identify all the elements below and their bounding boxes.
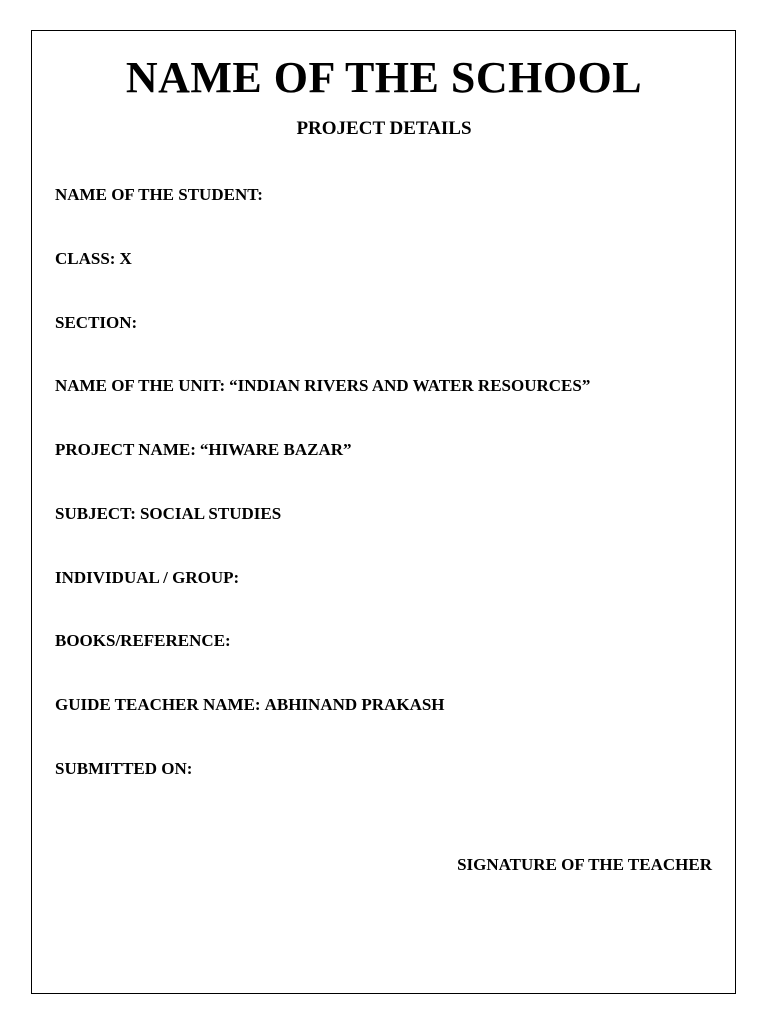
- field-label: SUBMITTED ON:: [55, 759, 193, 778]
- field-value: X: [119, 249, 132, 268]
- field-value: “HIWARE BAZAR”: [199, 440, 352, 459]
- teacher-signature-label: SIGNATURE OF THE TEACHER: [457, 855, 712, 874]
- field-books-reference: [55, 630, 235, 652]
- field-label: BOOKS/REFERENCE:: [55, 631, 231, 650]
- field-value: ABHINAND PRAKASH: [264, 695, 445, 714]
- field-label: SUBJECT:: [55, 504, 136, 523]
- project-details-heading: PROJECT DETAILS: [296, 118, 472, 139]
- field-label: CLASS:: [55, 249, 116, 268]
- school-name: NAME OF THE SCHOOL: [125, 53, 643, 102]
- field-submitted-on: [55, 758, 196, 780]
- field-label: GUIDE TEACHER NAME:: [55, 695, 261, 714]
- field-label: SECTION:: [55, 313, 138, 332]
- field-label: INDIVIDUAL / GROUP:: [55, 568, 240, 587]
- field-label: NAME OF THE STUDENT:: [55, 185, 263, 204]
- field-class: [55, 248, 132, 270]
- field-value: SOCIAL STUDIES: [139, 504, 282, 523]
- field-subject: [55, 503, 281, 525]
- field-individual-group: [55, 567, 243, 589]
- field-label: PROJECT NAME:: [55, 440, 196, 459]
- field-value: “INDIAN RIVERS AND WATER RESOURCES”: [229, 376, 591, 395]
- field-student-name: [55, 184, 267, 206]
- field-label: NAME OF THE UNIT:: [55, 376, 226, 395]
- field-guide-teacher: [55, 694, 445, 716]
- field-section: [55, 312, 141, 334]
- field-project-name: [55, 439, 352, 461]
- field-unit-name: [55, 375, 590, 397]
